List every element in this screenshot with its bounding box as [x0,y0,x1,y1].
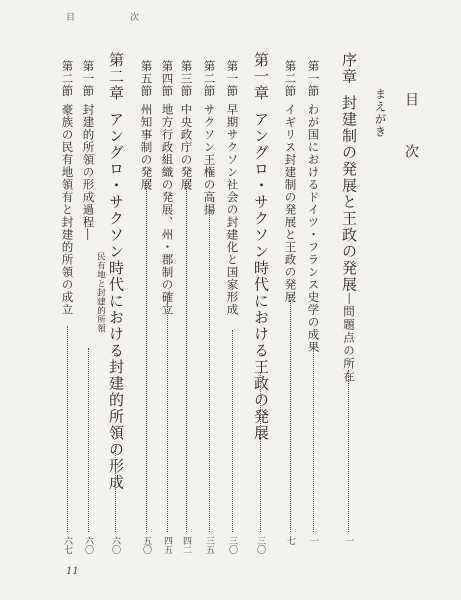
section-title: イギリス封建制の発展と王政の発展 [283,103,298,304]
chapter-2-section-1-leader [88,348,89,532]
intro-section-2-leader [290,300,291,532]
section-title: 豪族の民有地領有と封建的所領の成立 [60,103,75,316]
section-label: 第一節 [306,60,321,98]
intro-section-1-leader [313,348,314,532]
chapter-1-title: アングロ・サクソン時代における王政の発展 [252,111,270,442]
chapter-2-section-2-entry[interactable] [61,60,73,316]
preface-entry[interactable] [374,88,386,138]
chapter-2-title: アングロ・サクソン時代における封建的所領の形成 [107,111,125,491]
section-title: 地方行政組織の発展、州・郡制の確立 [160,103,175,316]
preface-label: まえがき [373,88,388,138]
chapter-1-label: 第一章 [252,52,270,102]
intro-section-2-entry[interactable] [284,60,296,304]
chapter-1-section-5-leader [146,180,147,532]
intro-section-2-page: 七 [285,536,295,545]
chapter-1-section-3-entry[interactable] [180,60,192,191]
chapter-1-leader [260,372,261,532]
intro-section-1-page: 一 [308,536,318,545]
running-head: 目 次 [66,13,163,23]
intro-page: 一 [343,536,353,545]
chapter-1-section-1-leader [232,330,233,532]
chapter-2-section-1-page: 六〇 [83,536,93,554]
chapter-2-section-2-page: 六七 [62,536,72,554]
intro-leader [348,370,349,532]
section-title: わが国におけるドイツ・フランス史学の成果 [306,103,321,354]
chapter-1-section-2-leader [209,208,210,532]
chapter-2-section-1-subtitle: 民有地と封建的所領 [95,252,106,333]
section-label: 第五節 [139,60,154,98]
section-label: 第四節 [160,60,175,98]
section-dash: ― [81,228,96,241]
chapter-1-section-3-page: 四二 [181,536,191,554]
chapter-1-section-1-entry[interactable] [226,60,238,316]
intro-subtitle: 問題点の所在 [342,305,356,384]
chapter-2-leader [115,446,116,532]
chapter-2-entry[interactable] [108,52,123,491]
chapter-1-section-3-leader [186,180,187,532]
chapter-2-page: 六〇 [110,536,120,554]
page-number: 11 [66,566,79,577]
section-label: 第一節 [225,60,240,98]
chapter-2-section-2-leader [67,326,68,532]
chapter-2-section-1-entry[interactable] [82,60,94,241]
section-label: 第二節 [283,60,298,98]
chapter-2-label: 第二章 [107,52,125,102]
section-label: 第三節 [179,60,194,98]
chapter-1-section-4-leader [167,302,168,532]
section-label: 第二節 [60,60,75,98]
chapter-1-section-1-page: 三〇 [227,536,237,554]
chapter-1-section-4-entry[interactable] [161,60,173,316]
chapter-1-page: 三〇 [255,536,265,554]
section-label: 第一節 [81,60,96,98]
chapter-1-section-4-page: 四五 [162,536,172,554]
section-title: 中央政庁の発展 [179,103,194,191]
toc-title: 目 次 [403,92,419,170]
intro-label: 序章 [340,52,358,85]
chapter-1-section-2-entry[interactable] [203,60,215,216]
chapter-1-section-5-entry[interactable] [140,60,152,191]
chapter-1-section-2-page: 三五 [204,536,214,554]
section-title: 州知事制の発展 [139,103,154,191]
intro-dash: ― [343,293,356,306]
chapter-1-section-5-page: 五〇 [141,536,151,554]
intro-title: 封建制の発展と王政の発展 [340,95,358,293]
section-label: 第二節 [202,60,217,98]
section-title: 封建的所領の形成過程 [81,103,96,229]
section-title: 早期サクソン社会の封建化と国家形成 [225,103,240,316]
intro-chapter-entry[interactable] [341,52,356,384]
intro-section-1-entry[interactable] [307,60,319,354]
section-title: サクソン王権の高揚 [202,103,217,216]
